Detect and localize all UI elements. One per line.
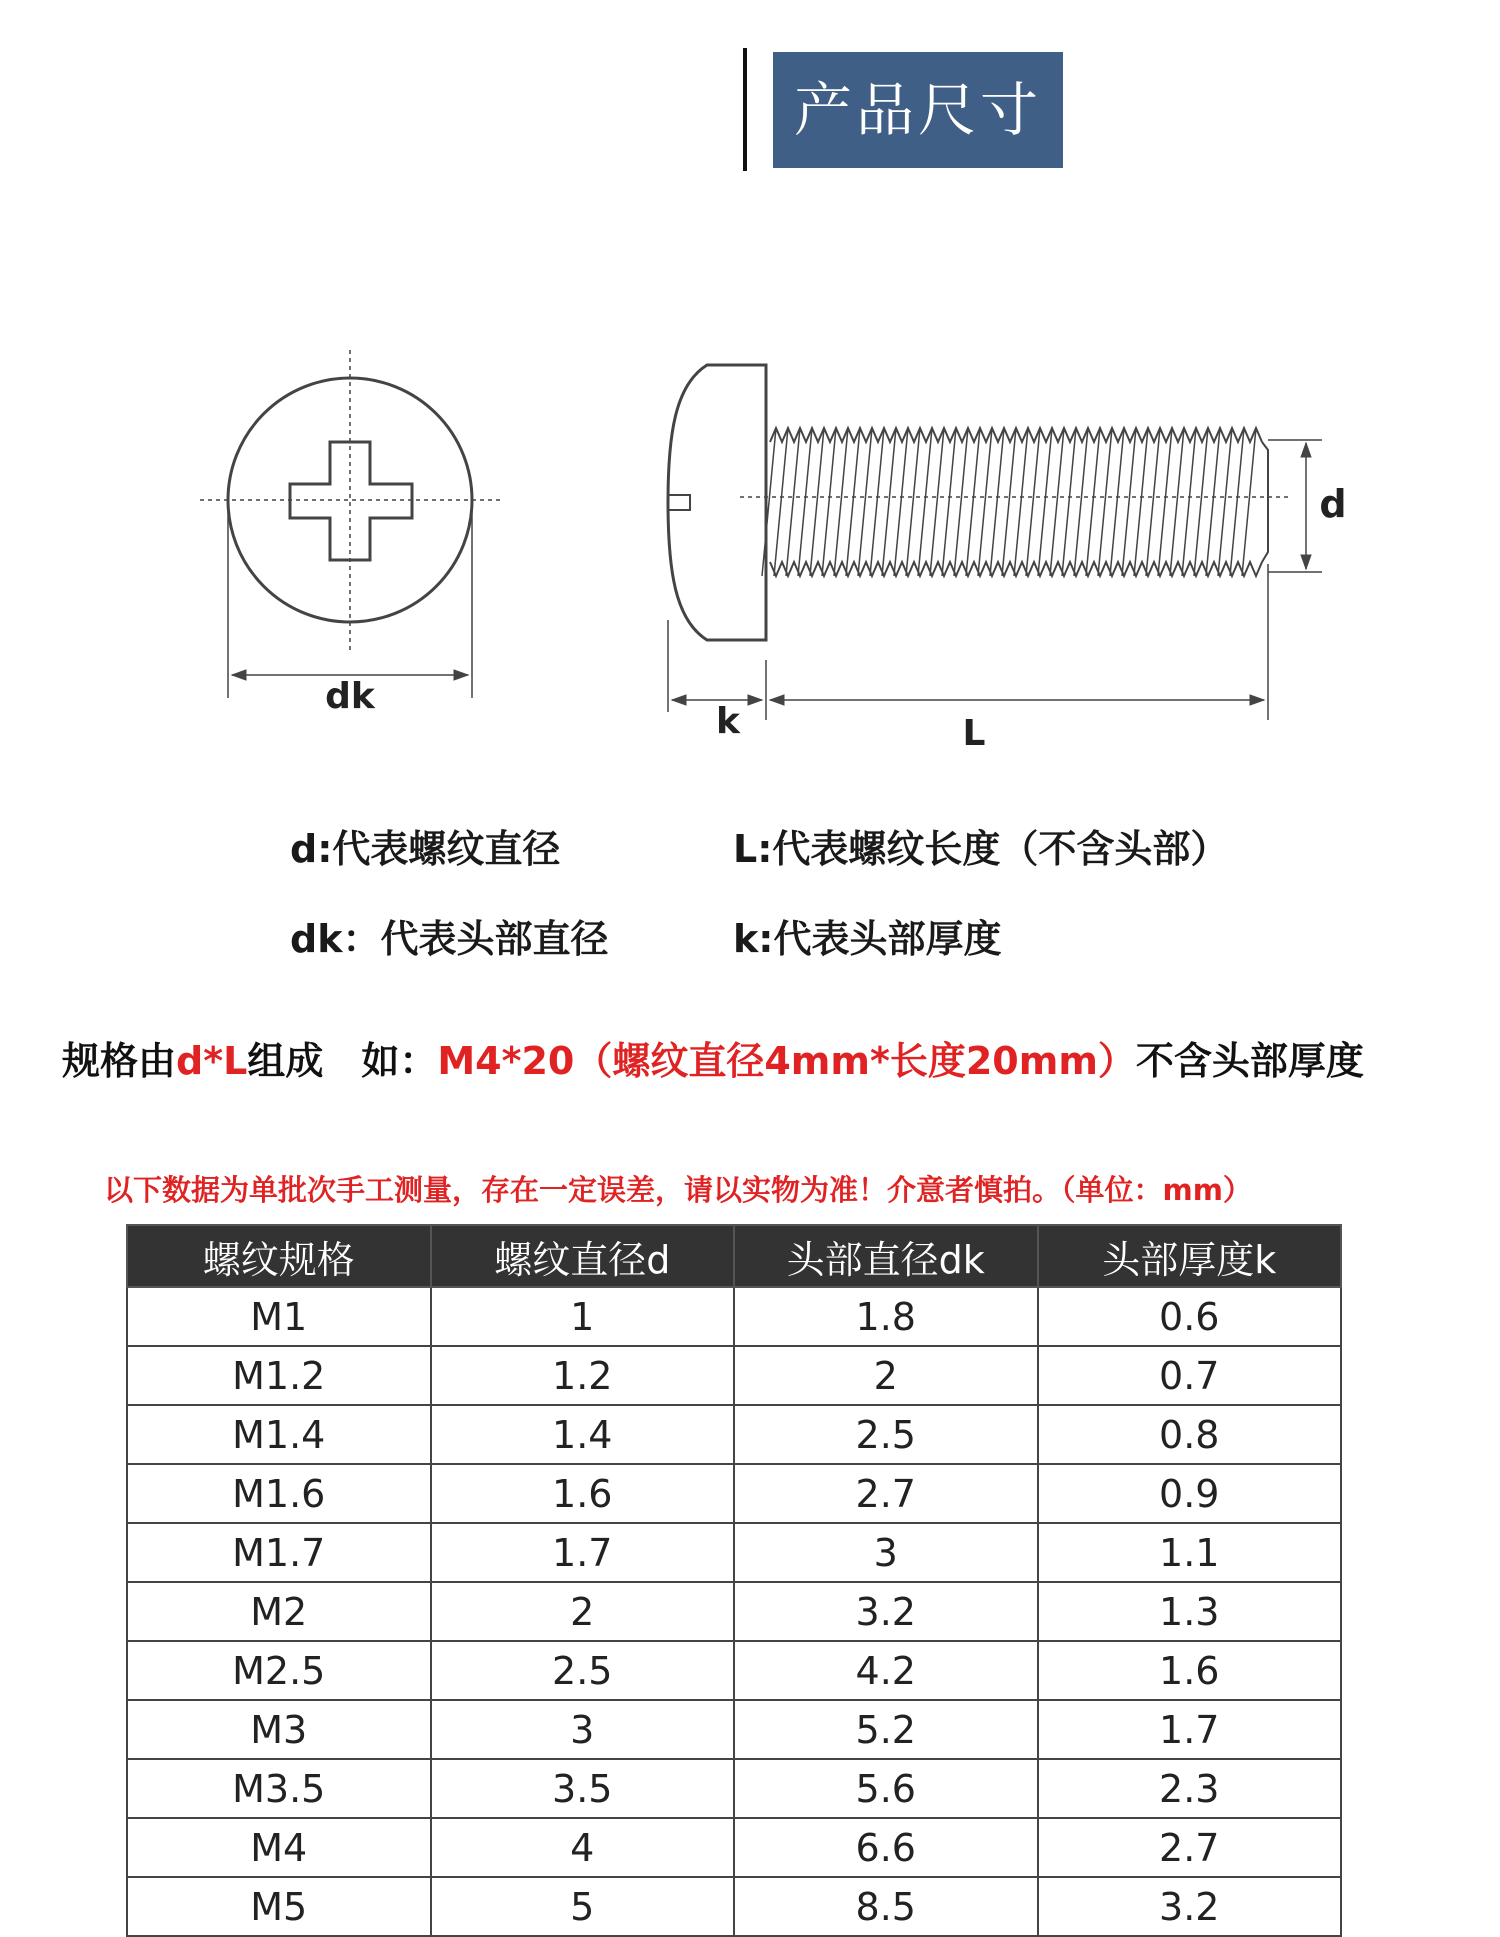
cell-head-thickness: 3.2 <box>1038 1877 1342 1936</box>
spec-middle: 组成 如： <box>247 1039 438 1083</box>
table-row <box>127 1405 1341 1464</box>
cell-thread-diameter: 1.7 <box>431 1523 735 1582</box>
section-title-label: 产品尺寸 <box>773 52 1063 168</box>
L-label: L <box>962 713 986 754</box>
header-head-diameter: 头部直径dk <box>734 1225 1038 1287</box>
table-row <box>127 1464 1341 1523</box>
thread-line <box>1074 428 1088 576</box>
cell-spec: M1.4 <box>127 1405 431 1464</box>
cell-spec: M1.6 <box>127 1464 431 1523</box>
cell-head-thickness: 2.3 <box>1038 1759 1342 1818</box>
cell-thread-diameter: 3 <box>431 1700 735 1759</box>
legend-L: L:代表螺纹长度（不含头部） <box>733 827 1229 871</box>
header-thread-diameter: 螺纹直径d <box>431 1225 735 1287</box>
screw-diagram <box>0 330 1500 770</box>
table-row <box>127 1287 1341 1346</box>
table-row <box>127 1523 1341 1582</box>
thread-line <box>1218 428 1232 576</box>
cell-head-diameter: 1.8 <box>734 1287 1038 1346</box>
thread-line <box>1014 428 1028 576</box>
measurement-note: 以下数据为单批次手工测量，存在一定误差，请以实物为准！介意者慎拍。（单位：mm） <box>104 1173 1252 1207</box>
thread-line <box>1050 428 1064 576</box>
thread-line <box>858 428 872 576</box>
cell-head-diameter: 3 <box>734 1523 1038 1582</box>
cell-head-diameter: 5.2 <box>734 1700 1038 1759</box>
cell-spec: M3 <box>127 1700 431 1759</box>
cell-spec: M1.2 <box>127 1346 431 1405</box>
thread-line <box>918 428 932 576</box>
thread-line <box>1182 428 1196 576</box>
table-row <box>127 1582 1341 1641</box>
head-slot <box>668 495 690 510</box>
cell-spec: M1.7 <box>127 1523 431 1582</box>
spec-example: M4*20（螺纹直径4mm*长度20mm） <box>437 1039 1136 1083</box>
phillips-cross <box>290 442 412 560</box>
header-thread-spec: 螺纹规格 <box>127 1225 431 1287</box>
dk-label: dk <box>325 676 375 717</box>
thread-line <box>846 428 860 576</box>
thread-line <box>1038 428 1052 576</box>
thread-line <box>894 428 908 576</box>
cell-head-thickness: 2.7 <box>1038 1818 1342 1877</box>
cell-head-thickness: 1.1 <box>1038 1523 1342 1582</box>
table-row <box>127 1641 1341 1700</box>
cell-thread-diameter: 1.6 <box>431 1464 735 1523</box>
cell-thread-diameter: 5 <box>431 1877 735 1936</box>
thread-line <box>882 428 896 576</box>
thread-line <box>978 428 992 576</box>
table-row <box>127 1759 1341 1818</box>
table-row <box>127 1877 1341 1936</box>
table-row <box>127 1346 1341 1405</box>
table-header-row <box>127 1225 1341 1287</box>
cell-thread-diameter: 1.2 <box>431 1346 735 1405</box>
legend-k: k:代表头部厚度 <box>733 917 1002 961</box>
thread-line <box>1098 428 1112 576</box>
cell-head-diameter: 5.6 <box>734 1759 1038 1818</box>
cell-head-thickness: 1.7 <box>1038 1700 1342 1759</box>
thread-line <box>906 428 920 576</box>
cell-head-diameter: 3.2 <box>734 1582 1038 1641</box>
cell-head-diameter: 2.5 <box>734 1405 1038 1464</box>
thread-line <box>1242 428 1256 576</box>
cell-thread-diameter: 1 <box>431 1287 735 1346</box>
thread-line <box>834 428 848 576</box>
thread-line <box>1026 428 1040 576</box>
cell-head-thickness: 0.6 <box>1038 1287 1342 1346</box>
cell-spec: M5 <box>127 1877 431 1936</box>
cell-spec: M4 <box>127 1818 431 1877</box>
cell-head-diameter: 4.2 <box>734 1641 1038 1700</box>
thread-line <box>1194 428 1208 576</box>
d-label: d <box>1319 482 1347 526</box>
spec-suffix: 不含头部厚度 <box>1135 1039 1364 1083</box>
cell-head-thickness: 1.3 <box>1038 1582 1342 1641</box>
spec-prefix: 规格由 <box>62 1039 177 1083</box>
thread-line <box>1086 428 1100 576</box>
cell-head-diameter: 8.5 <box>734 1877 1038 1936</box>
thread-line <box>810 428 824 576</box>
screw-side-view <box>668 365 1322 720</box>
cell-head-thickness: 1.6 <box>1038 1641 1342 1700</box>
cell-head-diameter: 2 <box>734 1346 1038 1405</box>
spec-formula: d*L <box>176 1039 248 1083</box>
screw-head-top-view <box>200 350 500 698</box>
cell-spec: M1 <box>127 1287 431 1346</box>
cell-head-diameter: 2.7 <box>734 1464 1038 1523</box>
thread-line <box>1110 428 1124 576</box>
cell-thread-diameter: 2.5 <box>431 1641 735 1700</box>
cell-thread-diameter: 1.4 <box>431 1405 735 1464</box>
legend-d: d:代表螺纹直径 <box>290 827 561 871</box>
thread-line <box>966 428 980 576</box>
dimension-table <box>126 1224 1342 1937</box>
thread-bottom-edge <box>770 562 1262 576</box>
thread-line <box>1002 428 1016 576</box>
cell-thread-diameter: 4 <box>431 1818 735 1877</box>
thread-line <box>762 428 776 576</box>
cell-head-thickness: 0.7 <box>1038 1346 1342 1405</box>
cell-spec: M3.5 <box>127 1759 431 1818</box>
cell-head-thickness: 0.8 <box>1038 1405 1342 1464</box>
thread-line <box>1230 428 1244 576</box>
thread-line <box>1146 428 1160 576</box>
thread-line <box>870 428 884 576</box>
thread-line <box>1134 428 1148 576</box>
screw-drawing <box>0 330 1500 770</box>
thread-line <box>1062 428 1076 576</box>
cell-spec: M2.5 <box>127 1641 431 1700</box>
thread-line <box>930 428 944 576</box>
thread-line <box>942 428 956 576</box>
header-head-thickness: 头部厚度k <box>1038 1225 1342 1287</box>
spec-composition-line <box>62 1030 1364 1085</box>
cell-head-diameter: 6.6 <box>734 1818 1038 1877</box>
cell-thread-diameter: 2 <box>431 1582 735 1641</box>
thread-line <box>1170 428 1184 576</box>
thread-line <box>1122 428 1136 576</box>
thread-line <box>786 428 800 576</box>
legend-dk: dk：代表头部直径 <box>290 917 609 961</box>
cell-spec: M2 <box>127 1582 431 1641</box>
screw-head-side <box>668 365 766 640</box>
screw-tip <box>1262 442 1268 562</box>
thread-line <box>798 428 812 576</box>
thread-line <box>774 428 788 576</box>
thread-line <box>822 428 836 576</box>
thread-line <box>1158 428 1172 576</box>
k-label: k <box>716 701 740 742</box>
thread-line <box>1206 428 1220 576</box>
thread-helix-lines <box>762 428 1256 576</box>
table-row <box>127 1700 1341 1759</box>
table-row <box>127 1818 1341 1877</box>
thread-line <box>954 428 968 576</box>
cell-thread-diameter: 3.5 <box>431 1759 735 1818</box>
thread-line <box>990 428 1004 576</box>
title-accent-bar <box>743 48 747 171</box>
cell-head-thickness: 0.9 <box>1038 1464 1342 1523</box>
